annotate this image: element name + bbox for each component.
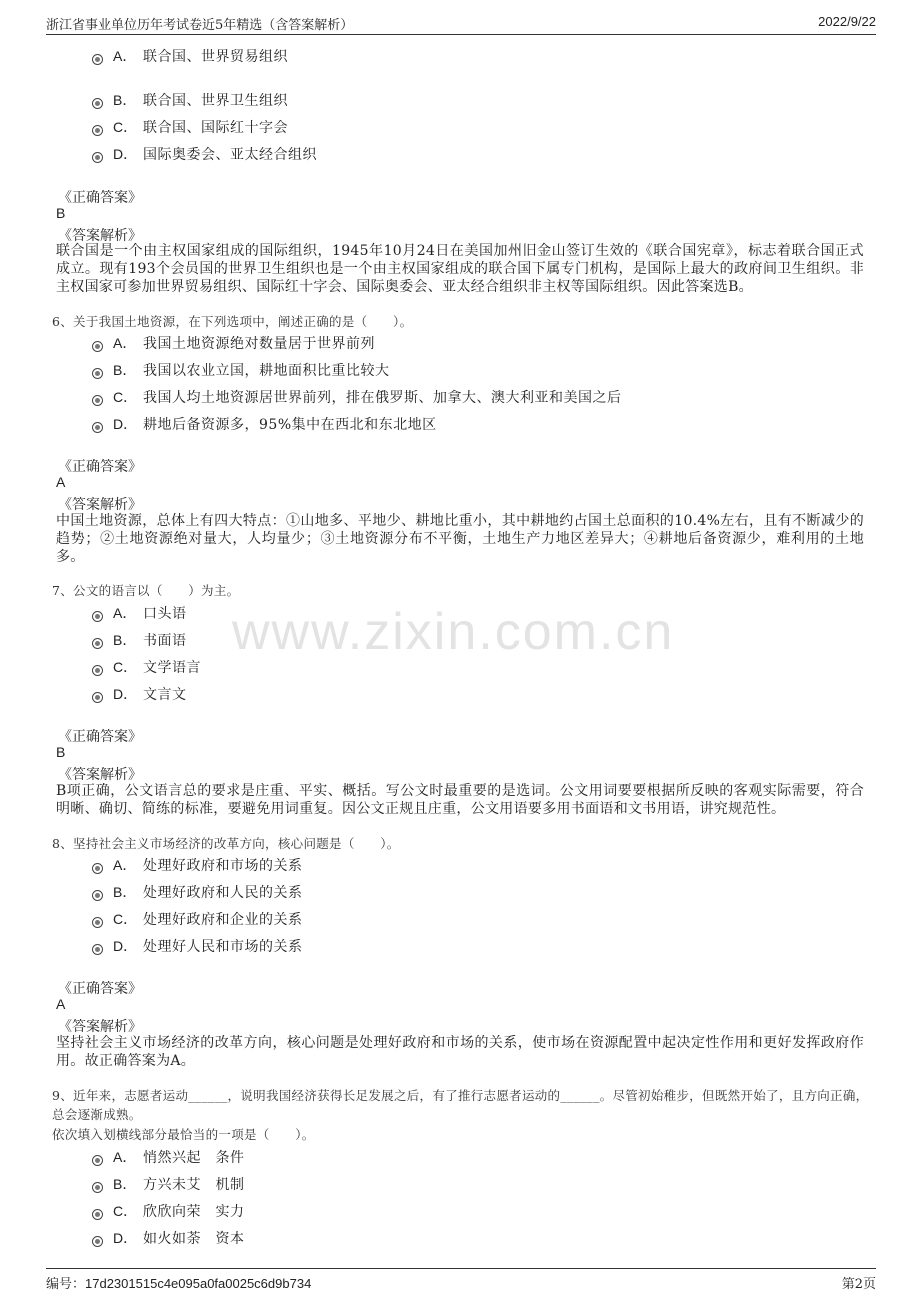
option-text: 文学语言	[143, 660, 201, 676]
option-a[interactable]	[92, 602, 187, 624]
code-value: 17d2301515c4e095a0fa0025c6d9b734	[85, 1276, 312, 1291]
answer-value: B	[56, 744, 66, 760]
radio-icon[interactable]	[92, 395, 103, 406]
radio-icon[interactable]	[92, 125, 103, 136]
radio-icon[interactable]	[92, 611, 103, 622]
analysis-label: 《答案解析》	[58, 1019, 142, 1035]
document-date: 2022/9/22	[818, 14, 876, 29]
option-text: 联合国、国际红十字会	[143, 120, 288, 136]
answer-value: A	[56, 996, 66, 1012]
option-text: 口头语	[143, 606, 187, 622]
option-letter: B．	[113, 632, 137, 648]
analysis-label: 《答案解析》	[58, 767, 142, 783]
answer-label: 《正确答案》	[58, 729, 142, 745]
option-text: 书面语	[143, 633, 187, 649]
analysis-text: 联合国是一个由主权国家组成的国际组织，1945年10月24日在美国加州旧金山签订生效的《联合国宪章》，标志着联合国正式成立。现有193个会员国的世界卫生组织也是一个由主权国家组成的联合国下属专门机构，是国际上最大的政府间卫生组织。非主权国家可参加世界贸易组织、国际红十字会、国际奥委会、亚太经合组织非主权等国际组织。因此答案选B。	[56, 243, 864, 295]
option-letter: A．	[113, 605, 137, 621]
radio-icon[interactable]	[92, 638, 103, 649]
option-letter: A．	[113, 48, 137, 64]
option-text: 联合国、世界卫生组织	[143, 93, 288, 109]
option-letter: D．	[113, 416, 138, 432]
option-d[interactable]	[92, 1227, 245, 1249]
option-text: 处理好政府和企业的关系	[143, 912, 303, 928]
code-label: 编号：	[46, 1277, 86, 1292]
watermark: www.zixin.com.cn	[232, 603, 675, 661]
option-d[interactable]	[92, 413, 437, 435]
radio-icon[interactable]	[92, 341, 103, 352]
analysis-label: 《答案解析》	[58, 497, 142, 513]
answer-label: 《正确答案》	[58, 459, 142, 475]
option-letter: C．	[113, 119, 138, 135]
radio-icon[interactable]	[92, 1182, 103, 1193]
radio-icon[interactable]	[92, 863, 103, 874]
option-d[interactable]	[92, 683, 187, 705]
radio-icon[interactable]	[92, 944, 103, 955]
option-text: 处理好政府和人民的关系	[143, 885, 303, 901]
option-text: 我国土地资源绝对数量居于世界前列	[143, 336, 375, 352]
option-letter: B．	[113, 362, 137, 378]
analysis-text: 坚持社会主义市场经济的改革方向，核心问题是处理好政府和市场的关系，使市场在资源配置中起决定性作用和更好发挥政府作用。故正确答案为A。	[56, 1035, 864, 1069]
option-b[interactable]	[92, 1173, 245, 1195]
option-a[interactable]	[92, 45, 288, 67]
option-text: 如火如荼 资本	[143, 1231, 245, 1247]
option-letter: A．	[113, 1149, 137, 1165]
radio-icon[interactable]	[92, 665, 103, 676]
option-text: 悄然兴起 条件	[143, 1150, 245, 1166]
option-text: 文言文	[143, 687, 187, 703]
option-letter: B．	[113, 884, 137, 900]
option-text: 我国以农业立国，耕地面积比重比较大	[143, 363, 390, 379]
option-b[interactable]	[92, 629, 187, 651]
radio-icon[interactable]	[92, 98, 103, 109]
radio-icon[interactable]	[92, 152, 103, 163]
option-text: 处理好政府和市场的关系	[143, 858, 303, 874]
question-text: 9、近年来，志愿者运动______，说明我国经济获得长足发展之后，有了推行志愿者运动的______。尽管初始稚步，但既然开始了，且方向正确，总会逐渐成熟。	[52, 1088, 869, 1122]
radio-icon[interactable]	[92, 368, 103, 379]
option-text: 耕地后备资源多，95%集中在西北和东北地区	[143, 417, 437, 433]
question-text: 7、公文的语言以（ ）为主。	[52, 583, 240, 598]
page-number: 第2页	[841, 1277, 876, 1292]
option-b[interactable]	[92, 881, 303, 903]
radio-icon[interactable]	[92, 422, 103, 433]
option-text: 方兴未艾 机制	[143, 1177, 245, 1193]
question-instruction: 依次填入划横线部分最恰当的一项是（ ）。	[52, 1127, 315, 1142]
page-header	[46, 10, 876, 35]
option-b[interactable]	[92, 359, 390, 381]
option-letter: B．	[113, 92, 137, 108]
option-a[interactable]	[92, 1146, 245, 1168]
option-b[interactable]	[92, 89, 288, 111]
option-letter: A．	[113, 335, 137, 351]
option-text: 国际奥委会、亚太经合组织	[143, 147, 317, 163]
analysis-label: 《答案解析》	[58, 228, 142, 244]
option-a[interactable]	[92, 854, 303, 876]
option-letter: B．	[113, 1176, 137, 1192]
option-letter: C．	[113, 911, 138, 927]
answer-value: B	[56, 205, 66, 221]
option-text: 联合国、世界贸易组织	[143, 49, 288, 65]
radio-icon[interactable]	[92, 1155, 103, 1166]
option-letter: D．	[113, 686, 138, 702]
option-letter: D．	[113, 1230, 138, 1246]
option-c[interactable]	[92, 116, 288, 138]
radio-icon[interactable]	[92, 917, 103, 928]
answer-value: A	[56, 474, 66, 490]
radio-icon[interactable]	[92, 1209, 103, 1220]
page-footer	[46, 1268, 876, 1293]
radio-icon[interactable]	[92, 692, 103, 703]
question-text: 6、关于我国土地资源，在下列选项中，阐述正确的是（ ）。	[52, 314, 413, 329]
analysis-text: 中国土地资源，总体上有四大特点：①山地多、平地少、耕地比重小，其中耕地约占国土总面积的10.4%左右，且有不断减少的趋势；②土地资源绝对量大，人均量少；③土地资源分布不平衡，土地生产力地区差异大；④耕地后备资源少，难利用的土地多。	[56, 513, 864, 565]
option-letter: A．	[113, 857, 137, 873]
option-c[interactable]	[92, 656, 201, 678]
analysis-text: B项正确，公文语言总的要求是庄重、平实、概括。写公文时最重要的是选词。公文用词要要根据所反映的客观实际需要，符合明晰、确切、简练的标准，要避免用词重复。因公文正规且庄重，公文用语要多用书面语和文书用语，讲究规范性。	[56, 783, 864, 817]
document-code	[46, 1273, 311, 1292]
document-title: 浙江省事业单位历年考试卷近5年精选（含答案解析）	[46, 18, 354, 33]
option-d[interactable]	[92, 143, 317, 165]
option-a[interactable]	[92, 332, 375, 354]
radio-icon[interactable]	[92, 890, 103, 901]
radio-icon[interactable]	[92, 1236, 103, 1247]
radio-icon[interactable]	[92, 54, 103, 65]
option-text: 我国人均土地资源居世界前列，排在俄罗斯、加拿大、澳大利亚和美国之后	[143, 390, 622, 406]
answer-label: 《正确答案》	[58, 190, 142, 206]
option-c[interactable]	[92, 908, 303, 930]
option-letter: C．	[113, 1203, 138, 1219]
option-letter: D．	[113, 938, 138, 954]
option-text: 欣欣向荣 实力	[143, 1204, 245, 1220]
option-c[interactable]	[92, 386, 622, 408]
option-c[interactable]	[92, 1200, 245, 1222]
option-text: 处理好人民和市场的关系	[143, 939, 303, 955]
option-letter: C．	[113, 389, 138, 405]
option-letter: D．	[113, 146, 138, 162]
answer-label: 《正确答案》	[58, 981, 142, 997]
question-text: 8、坚持社会主义市场经济的改革方向，核心问题是（ ）。	[52, 836, 400, 851]
option-d[interactable]	[92, 935, 303, 957]
option-letter: C．	[113, 659, 138, 675]
